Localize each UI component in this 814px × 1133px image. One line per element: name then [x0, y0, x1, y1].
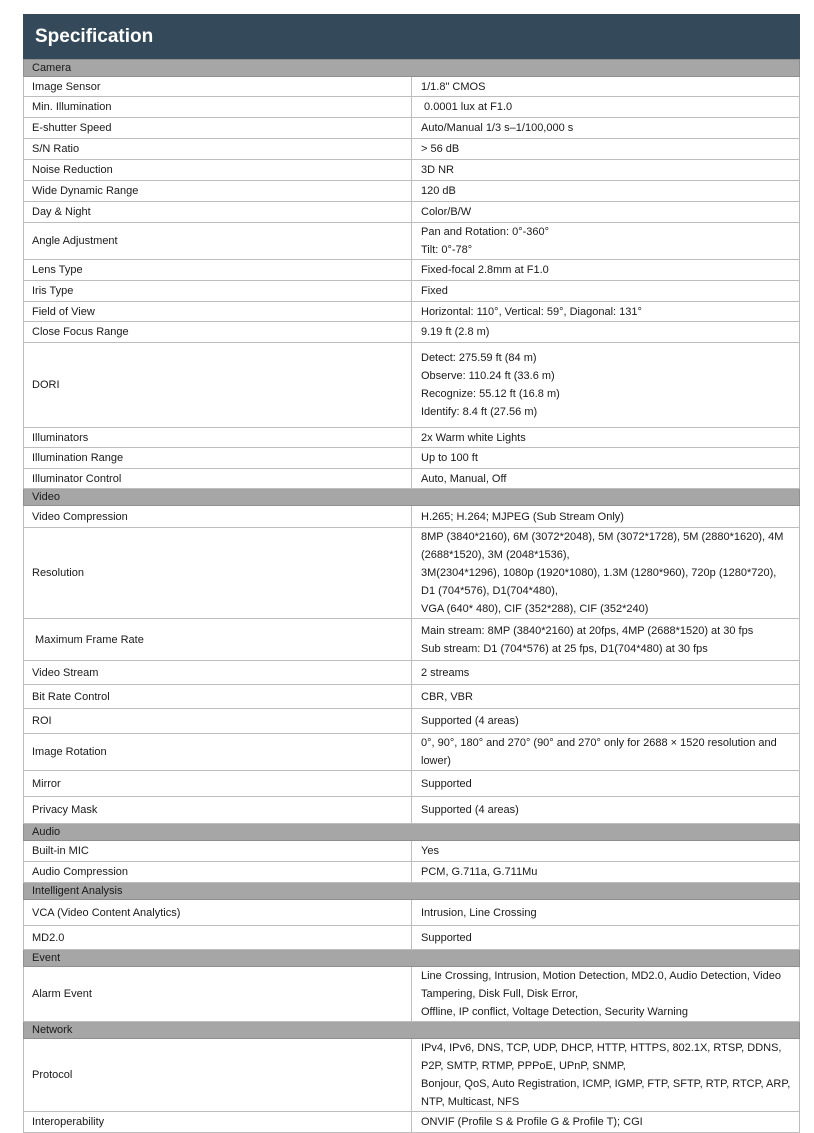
spec-row-illuminator-control [24, 469, 800, 489]
section-title: Network [24, 1022, 800, 1039]
spec-value [412, 528, 800, 619]
section-title: Video [24, 489, 800, 506]
spec-value-line: Observe: 110.24 ft (33.6 m) [421, 370, 555, 382]
spec-label: Field of View [24, 302, 412, 322]
spec-row-close-focus-range [24, 322, 800, 343]
spec-label: DORI [24, 343, 412, 428]
spec-value-line: ONVIF (Profile S & Profile G & Profile T); CGI [421, 1116, 643, 1128]
spec-value [412, 900, 800, 926]
spec-value-line: 8MP (3840*2160), 6M (3072*2048), 5M (3072*1728), 5M (2880*1620), 4M (2688*1520), 3M (2048*1536), [421, 531, 784, 561]
section-header-event [24, 950, 800, 967]
spec-value [412, 469, 800, 489]
spec-row-video-compression [24, 506, 800, 528]
spec-label: Alarm Event [24, 967, 412, 1022]
spec-row-min-illumination [24, 97, 800, 118]
spec-label: Video Compression [24, 506, 412, 528]
spec-row-field-of-view [24, 302, 800, 322]
section-title: Audio [24, 824, 800, 841]
spec-value [412, 160, 800, 181]
spec-value-line: Supported (4 areas) [421, 804, 519, 816]
spec-row-interoperability [24, 1112, 800, 1133]
spec-value-line: Supported (4 areas) [421, 715, 519, 727]
page-title: Specification [35, 25, 154, 47]
spec-row-noise-reduction [24, 160, 800, 181]
spec-value-line: 0.0001 lux at F1.0 [421, 101, 513, 113]
spec-value-line: Detect: 275.59 ft (84 m) [421, 352, 537, 364]
spec-value-line: Main stream: 8MP (3840*2160) at 20fps, 4MP (2688*1520) at 30 fps [421, 624, 754, 637]
spec-value-line: Color/B/W [421, 206, 472, 218]
spec-value-line: IPv4, IPv6, DNS, TCP, UDP, DHCP, HTTP, HTTPS, 802.1X, RTSP, DDNS, P2P, SMTP, RTMP, PPPoE, UPnP, SNMP, [421, 1042, 782, 1072]
spec-value-line: Supported [421, 931, 472, 944]
spec-label: Bit Rate Control [24, 685, 412, 709]
spec-value-line: Intrusion, Line Crossing [421, 906, 537, 919]
spec-value [412, 967, 800, 1022]
spec-label: VCA (Video Content Analytics) [24, 900, 412, 926]
spec-label: Min. Illumination [24, 97, 412, 118]
spec-value-line: H.265; H.264; MJPEG (Sub Stream Only) [421, 510, 624, 523]
spec-value [412, 260, 800, 281]
spec-label: Wide Dynamic Range [24, 181, 412, 202]
spec-label: Audio Compression [24, 862, 412, 883]
spec-label: S/N Ratio [24, 139, 412, 160]
spec-value-line: Fixed [421, 285, 448, 297]
spec-row-illumination-range [24, 448, 800, 469]
spec-value [412, 1039, 800, 1112]
spec-row-protocol [24, 1039, 800, 1112]
spec-label: MD2.0 [24, 926, 412, 950]
spec-row-bit-rate-control [24, 685, 800, 709]
spec-value-line: 2x Warm white Lights [421, 431, 526, 444]
spec-value-line: 3D NR [421, 164, 455, 176]
spec-value [412, 343, 800, 428]
section-header-video [24, 489, 800, 506]
spec-label: Iris Type [24, 281, 412, 302]
spec-value [412, 709, 800, 734]
spec-value-line: 120 dB [421, 185, 456, 197]
spec-value-line: Line Crossing, Intrusion, Motion Detection, MD2.0, Audio Detection, Video Tampering, Disk Full, Disk Error, [421, 970, 781, 1000]
spec-row-lens-type [24, 260, 800, 281]
spec-value-line: Horizontal: 110°, Vertical: 59°, Diagonal: 131° [421, 305, 642, 318]
spec-value [412, 771, 800, 797]
spec-row-wide-dynamic-range [24, 181, 800, 202]
spec-value [412, 661, 800, 685]
spec-value-line: Up to 100 ft [421, 452, 478, 464]
spec-label: Illuminator Control [24, 469, 412, 489]
spec-value [412, 862, 800, 883]
spec-row-illuminators [24, 428, 800, 448]
spec-row-mirror [24, 771, 800, 797]
spec-row-s-n-ratio [24, 139, 800, 160]
spec-row-resolution [24, 528, 800, 619]
spec-row-roi [24, 709, 800, 734]
spec-value [412, 281, 800, 302]
spec-value [412, 619, 800, 661]
spec-row-audio-compression [24, 862, 800, 883]
spec-value-line: 9.19 ft (2.8 m) [421, 326, 490, 338]
spec-value-line: Recognize: 55.12 ft (16.8 m) [421, 388, 560, 400]
spec-label: Resolution [24, 528, 412, 619]
spec-table [23, 59, 800, 1133]
spec-row-maximum-frame-rate [24, 619, 800, 661]
section-header-audio [24, 824, 800, 841]
spec-sheet [23, 14, 800, 1133]
spec-value [412, 139, 800, 160]
spec-row-image-rotation [24, 734, 800, 771]
spec-value-line: Fixed-focal 2.8mm at F1.0 [421, 264, 549, 276]
spec-row-e-shutter-speed [24, 118, 800, 139]
spec-label: Image Rotation [24, 734, 412, 771]
spec-value [412, 181, 800, 202]
spec-value-line: Supported [421, 777, 472, 790]
spec-value-line: > 56 dB [421, 143, 460, 155]
spec-value-line: Offline, IP conflict, Voltage Detection, Security Warning [421, 1006, 688, 1018]
spec-label: Angle Adjustment [24, 223, 412, 260]
spec-value [412, 506, 800, 528]
spec-label: Lens Type [24, 260, 412, 281]
spec-label: Noise Reduction [24, 160, 412, 181]
spec-value-line: PCM, G.711a, G.711Mu [421, 866, 538, 878]
spec-value-line: Tilt: 0°-78° [421, 244, 473, 256]
spec-value-line: 2 streams [421, 666, 470, 679]
spec-value-line: VGA (640* 480), CIF (352*288), CIF (352*240) [421, 603, 649, 615]
spec-value-line: 1/1.8" CMOS [421, 80, 486, 93]
spec-row-privacy-mask [24, 797, 800, 824]
spec-value [412, 448, 800, 469]
spec-row-image-sensor [24, 77, 800, 97]
spec-label: Video Stream [24, 661, 412, 685]
spec-row-iris-type [24, 281, 800, 302]
spec-label: Day & Night [24, 202, 412, 223]
spec-row-dori [24, 343, 800, 428]
spec-value-line: CBR, VBR [421, 690, 473, 703]
section-header-intelligent-analysis [24, 883, 800, 900]
spec-value [412, 797, 800, 824]
spec-label: Image Sensor [24, 77, 412, 97]
spec-value-line: Auto/Manual 1/3 s–1/100,000 s [421, 122, 574, 134]
spec-row-vca-video-content-analytics [24, 900, 800, 926]
spec-value-line: Pan and Rotation: 0°-360° [421, 226, 550, 238]
spec-value [412, 926, 800, 950]
spec-label: Interoperability [24, 1112, 412, 1133]
section-title: Event [24, 950, 800, 967]
spec-value-line: Auto, Manual, Off [421, 472, 507, 485]
spec-value [412, 118, 800, 139]
spec-value [412, 223, 800, 260]
section-title: Intelligent Analysis [24, 883, 800, 900]
spec-label: E-shutter Speed [24, 118, 412, 139]
spec-row-video-stream [24, 661, 800, 685]
spec-label: Built-in MIC [24, 841, 412, 862]
spec-label: Protocol [24, 1039, 412, 1112]
spec-label: ROI [24, 709, 412, 734]
spec-row-built-in-mic [24, 841, 800, 862]
section-header-camera [24, 60, 800, 77]
spec-value-line: Sub stream: D1 (704*576) at 25 fps, D1(704*480) at 30 fps [421, 642, 708, 655]
spec-value [412, 97, 800, 118]
spec-label: Mirror [24, 771, 412, 797]
spec-row-md2-0 [24, 926, 800, 950]
spec-label: Maximum Frame Rate [24, 619, 412, 661]
spec-value-line: Yes [421, 845, 439, 857]
spec-row-angle-adjustment [24, 223, 800, 260]
spec-value [412, 77, 800, 97]
spec-row-day-night [24, 202, 800, 223]
spec-label: Illumination Range [24, 448, 412, 469]
spec-label: Close Focus Range [24, 322, 412, 343]
spec-value-line: Bonjour, QoS, Auto Registration, ICMP, IGMP, FTP, SFTP, RTP, RTCP, ARP, NTP, Multicast, NFS [421, 1078, 791, 1108]
section-header-network [24, 1022, 800, 1039]
section-title: Camera [24, 60, 800, 77]
spec-value [412, 685, 800, 709]
spec-value [412, 1112, 800, 1133]
spec-value [412, 734, 800, 771]
spec-value-line: 0°, 90°, 180° and 270° (90° and 270° only for 2688 × 1520 resolution and lower) [421, 737, 777, 767]
spec-value [412, 841, 800, 862]
spec-value-line: Identify: 8.4 ft (27.56 m) [421, 406, 538, 418]
spec-value [412, 302, 800, 322]
spec-label: Privacy Mask [24, 797, 412, 824]
spec-row-alarm-event [24, 967, 800, 1022]
spec-label: Illuminators [24, 428, 412, 448]
spec-value [412, 202, 800, 223]
spec-value-line: 3M(2304*1296), 1080p (1920*1080), 1.3M (1280*960), 720p (1280*720), D1 (704*576), D1(704*480), [421, 567, 777, 597]
spec-value [412, 322, 800, 343]
spec-title-banner [23, 14, 800, 59]
spec-value [412, 428, 800, 448]
